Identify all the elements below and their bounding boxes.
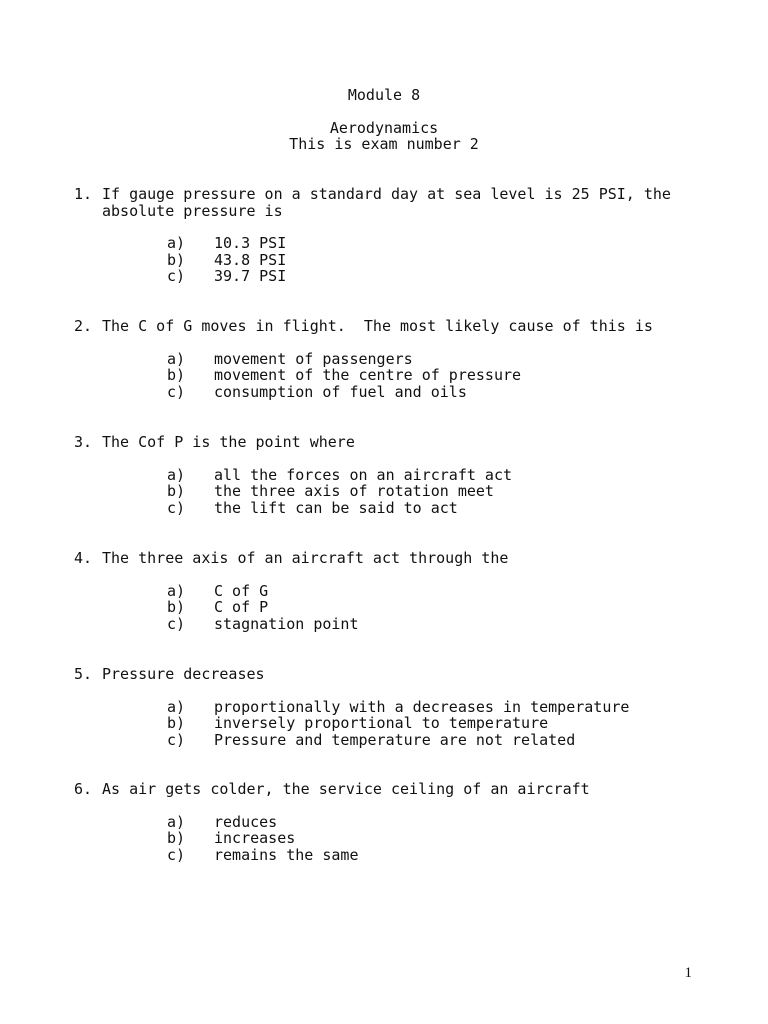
option-text: increases <box>214 829 296 847</box>
question-4 <box>74 550 714 632</box>
question-3 <box>74 434 714 516</box>
option-b <box>167 252 714 269</box>
option-letter: a) <box>167 812 186 831</box>
option-letter: b) <box>167 714 186 732</box>
option-text: all the forces on an aircraft act <box>214 465 513 484</box>
option-text: 43.8 PSI <box>214 250 287 269</box>
option-c <box>167 500 714 517</box>
option-b <box>167 367 714 384</box>
option-letter: c) <box>167 382 186 401</box>
module-title: Module 8 <box>347 86 421 104</box>
option-b <box>167 715 714 732</box>
option-letter: a) <box>167 465 186 484</box>
option-letter: c) <box>167 614 186 633</box>
option-text: C of G <box>214 581 269 600</box>
question-text: Pressure decreases <box>102 665 265 683</box>
option-letter: b) <box>167 598 186 616</box>
question-number: 3. <box>74 433 93 451</box>
question-2 <box>74 318 714 400</box>
option-text: consumption of fuel and oils <box>214 382 467 401</box>
option-list <box>167 351 714 401</box>
option-c <box>167 616 714 633</box>
question-number: 4. <box>74 549 93 567</box>
option-letter: c) <box>167 845 186 864</box>
option-text: movement of the centre of pressure <box>214 366 522 384</box>
page-number: 1 <box>684 965 692 981</box>
question-text: If gauge pressure on a standard day at sea level is 25 PSI, the absolute pressure is <box>102 185 680 220</box>
question-number: 6. <box>74 780 93 798</box>
option-a <box>167 699 714 716</box>
option-text: proportionally with a decreases in temperature <box>214 697 630 716</box>
option-text: inversely proportional to temperature <box>214 714 549 732</box>
option-text: 39.7 PSI <box>214 267 287 285</box>
option-list <box>167 467 714 517</box>
option-text: the lift can be said to act <box>214 498 458 517</box>
option-letter: a) <box>167 581 186 600</box>
option-c <box>167 384 714 401</box>
question-text: As air gets colder, the service ceiling of an aircraft <box>102 780 590 798</box>
option-c <box>167 732 714 749</box>
option-letter: b) <box>167 829 186 847</box>
option-text: stagnation point <box>214 614 359 633</box>
option-letter: b) <box>167 250 186 269</box>
option-letter: a) <box>167 697 186 716</box>
question-text: The C of G moves in flight. The most likely cause of this is <box>102 317 653 335</box>
option-b <box>167 830 714 847</box>
option-text: remains the same <box>214 845 359 864</box>
option-letter: a) <box>167 234 186 252</box>
option-letter: a) <box>167 349 186 368</box>
option-list <box>167 235 714 285</box>
option-c <box>167 268 714 285</box>
option-letter: c) <box>167 498 186 517</box>
option-text: movement of passengers <box>214 349 413 368</box>
question-5 <box>74 666 714 748</box>
option-list <box>167 699 714 749</box>
option-a <box>167 235 714 252</box>
subject-title: Aerodynamics <box>329 119 439 137</box>
option-text: C of P <box>214 598 269 616</box>
option-letter: c) <box>167 267 186 285</box>
question-6 <box>74 781 714 863</box>
option-b <box>167 483 714 500</box>
option-text: reduces <box>214 812 278 831</box>
option-list <box>167 583 714 633</box>
question-number: 2. <box>74 317 93 335</box>
option-a <box>167 467 714 484</box>
option-a <box>167 583 714 600</box>
question-number: 1. <box>74 185 93 203</box>
option-letter: b) <box>167 366 186 384</box>
question-number: 5. <box>74 665 93 683</box>
exam-title: This is exam number 2 <box>289 135 479 153</box>
question-text: The Cof P is the point where <box>102 433 355 451</box>
option-b <box>167 599 714 616</box>
question-text: The three axis of an aircraft act through the <box>102 549 509 567</box>
option-letter: b) <box>167 482 186 500</box>
option-text: the three axis of rotation meet <box>214 482 494 500</box>
option-list <box>167 814 714 864</box>
question-1 <box>74 186 714 285</box>
option-text: Pressure and temperature are not related <box>214 730 576 749</box>
option-letter: c) <box>167 730 186 749</box>
option-a <box>167 814 714 831</box>
option-c <box>167 847 714 864</box>
option-text: 10.3 PSI <box>214 234 287 252</box>
option-a <box>167 351 714 368</box>
